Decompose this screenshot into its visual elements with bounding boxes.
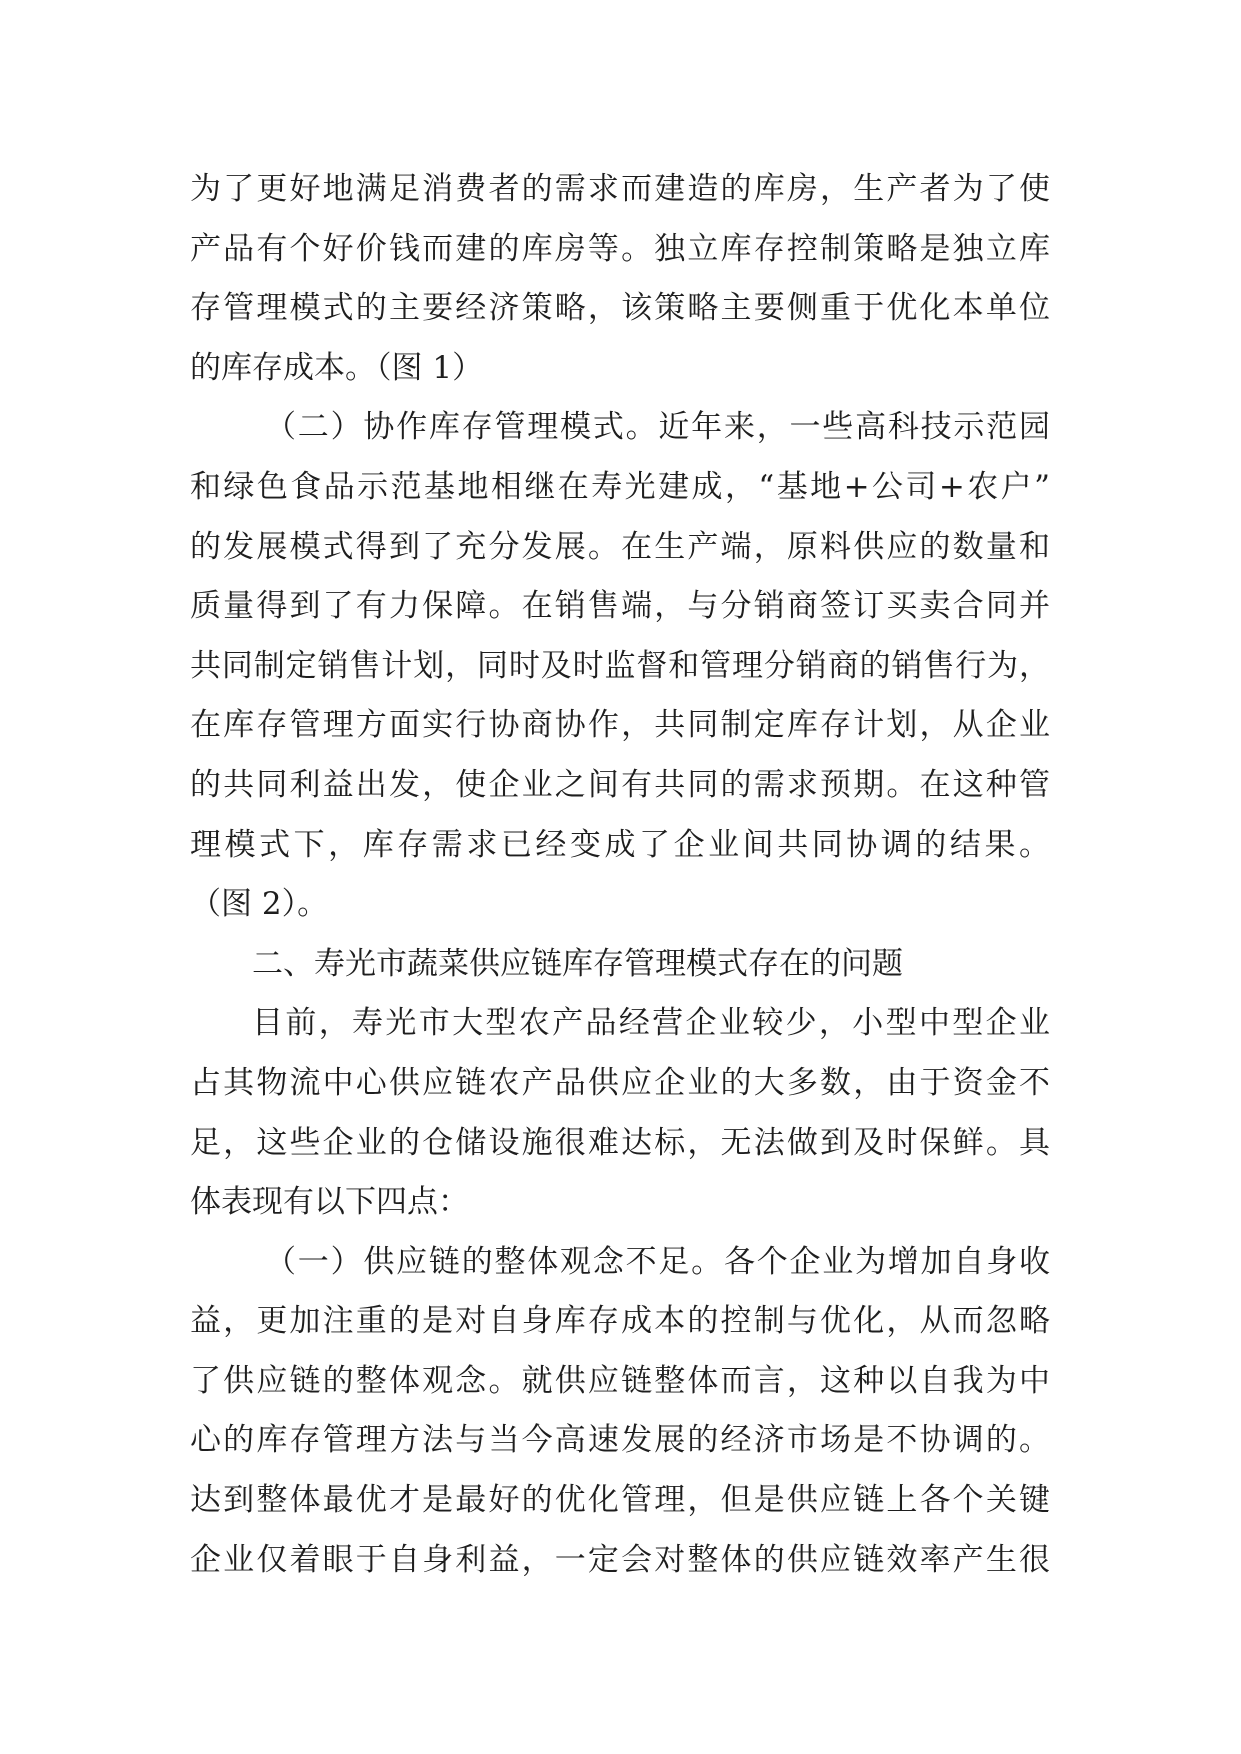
- body-text: [190, 160, 1050, 1590]
- text-line: 和绿色食品示范基地相继在寿光建成，“基地+公司+农户”: [190, 468, 1050, 505]
- text-line: （一）供应链的整体观念不足。各个企业为增加自身收: [265, 1243, 1050, 1280]
- text-line: 的库存成本。（图 1）: [190, 349, 484, 386]
- text-line: 益，更加注重的是对自身库存成本的控制与优化，从而忽略: [190, 1303, 1050, 1340]
- text-line: 在库存管理方面实行协商协作，共同制定库存计划，从企业: [190, 707, 1050, 744]
- text-line: 足，这些企业的仓储设施很难达标，无法做到及时保鲜。具: [190, 1124, 1050, 1161]
- text-line: 的共同利益出发，使企业之间有共同的需求预期。在这种管: [190, 766, 1050, 803]
- text-line: 企业仅着眼于自身利益，一定会对整体的供应链效率产生很: [190, 1541, 1050, 1578]
- text-line: 理模式下，库存需求已经变成了企业间共同协调的结果。: [190, 826, 1050, 863]
- text-line: 为了更好地满足消费者的需求而建造的库房，生产者为了使: [190, 171, 1050, 207]
- text-line: 目前，寿光市大型农产品经营企业较少，小型中型企业: [252, 1005, 1050, 1042]
- text-line: （图 2）。: [190, 886, 329, 923]
- text-line: （二）协作库存管理模式。近年来，一些高科技示范园: [265, 409, 1050, 446]
- text-line: 质量得到了有力保障。在销售端，与分销商签订买卖合同并: [190, 588, 1050, 625]
- text-line: 达到整体最优才是最好的优化管理，但是供应链上各个关键: [190, 1482, 1050, 1519]
- text-line: 产品有个好价钱而建的库房等。独立库存控制策略是独立库: [190, 230, 1050, 267]
- text-line: 共同制定销售计划，同时及时监督和管理分销商的销售行为，: [190, 647, 1050, 684]
- text-line: 心的库存管理方法与当今高速发展的经济市场是不协调的。: [190, 1422, 1050, 1459]
- text-line: 体表现有以下四点：: [190, 1184, 469, 1221]
- text-line: 的发展模式得到了充分发展。在生产端，原料供应的数量和: [190, 528, 1050, 565]
- text-line: 占其物流中心供应链农产品供应企业的大多数，由于资金不: [190, 1064, 1050, 1101]
- text-line: 存管理模式的主要经济策略，该策略主要侧重于优化本单位: [190, 290, 1050, 327]
- text-line: 了供应链的整体观念。就供应链整体而言，这种以自我为中: [190, 1362, 1050, 1399]
- text-line: 二、寿光市蔬菜供应链库存管理模式存在的问题: [252, 945, 903, 982]
